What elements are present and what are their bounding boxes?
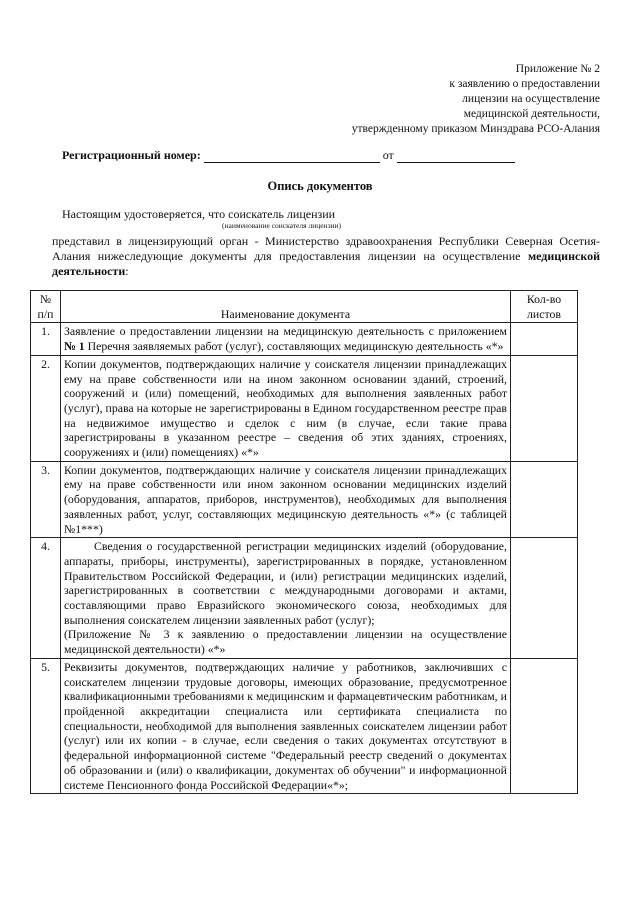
appendix-line: утвержденному приказом Минздрава РСО-Алания bbox=[351, 123, 600, 135]
intro-text: представил в лицензирующий орган - Министерство здравоохранения Республики Северная Осетия-Алания нижеследующие документы для предоставления лицензии на осуществление bbox=[52, 234, 600, 263]
row-text-b: Перечня заявляемых работ (услуг), составляющих медицинскую деятельность «*» bbox=[84, 339, 504, 354]
row-num: 1. bbox=[31, 323, 61, 355]
row-text: Реквизиты документов, подтверждающих наличие у работников, заключивших с соискателем лицензии трудовые договоры, имеющих образование, предусмотренное квалификационными требованиями к медицинским и фармацевтическим работникам, и пройденной аккредитации специалиста или сертификата специалиста по специальности, необходимой для выполнения заявленных соискателем лицензии работ (услуг) или их копии - в случае, если сведения о таких документах отсутствуют в федеральной информационной системе "Федеральный реестр сведений о документах об образовании и (или) о квалификации, документах об обучении" и информационной системе Пенсионного фонда Российской Федерации«*»; bbox=[61, 658, 511, 793]
intro-paragraph bbox=[52, 234, 600, 279]
row-num: 4. bbox=[31, 538, 61, 659]
appendix-header bbox=[352, 62, 600, 137]
table-row bbox=[31, 355, 578, 461]
row-text-bold: № 1 bbox=[64, 339, 85, 354]
row-text bbox=[61, 323, 511, 355]
table-header-row bbox=[31, 291, 578, 323]
row-count-cell[interactable] bbox=[511, 461, 578, 538]
appendix-line: к заявлению о предоставлении bbox=[449, 78, 600, 90]
row-text-a: Заявление о предоставлении лицензии на медицинскую деятельность с приложением bbox=[64, 324, 507, 339]
header-count: Кол-во листов bbox=[511, 291, 578, 323]
header-num: № п/п bbox=[31, 291, 61, 323]
registration-label: Регистрационный номер: bbox=[62, 148, 201, 162]
registration-number-field[interactable] bbox=[204, 150, 380, 163]
intro-line-1: Настоящим удостоверяется, что соискатель лицензии bbox=[62, 207, 336, 221]
row-count-cell[interactable] bbox=[511, 323, 578, 355]
registration-date-field[interactable] bbox=[397, 150, 515, 163]
row-text-appendix: (Приложение № 3 к заявлению о предоставлении лицензии на осуществление медицинской деятельности) «*» bbox=[64, 627, 507, 657]
header-name: Наименование документа bbox=[61, 291, 511, 323]
row-count-cell[interactable] bbox=[511, 355, 578, 461]
intro-end: : bbox=[125, 264, 129, 278]
intro-bold: медицинской деятельности bbox=[52, 249, 601, 278]
row-count-cell[interactable] bbox=[511, 658, 578, 793]
row-num: 5. bbox=[31, 658, 61, 793]
row-text: Копии документов, подтверждающих наличие у соискателя лицензии принадлежащих ему на праве собственности или ином законном основании медицинских изделий (оборудования, аппаратов, приборов, инструментов), необходимых для выполнения заявленных работ, услуг, составляющих медицинскую деятельность «*» (с таблицей №1***) bbox=[61, 461, 511, 538]
table-row bbox=[31, 461, 578, 538]
appendix-line: медицинской деятельности, bbox=[463, 108, 600, 120]
row-text bbox=[61, 538, 511, 659]
page-title: Опись документов bbox=[267, 179, 373, 193]
table-row bbox=[31, 658, 578, 793]
table-row bbox=[31, 538, 578, 659]
row-text: Копии документов, подтверждающих наличие у соискателя лицензии принадлежащих ему на праве собственности или на ином законном основании зданий, строений, сооружений и (или) помещений, необходимых для выполнения заявленных работ (услуг), права на которые не зарегистрированы в Едином государственном реестре прав на недвижимое имущество и сделок с ним (в случае, если такие права зарегистрированы в указанном реестре – сведения об этих зданиях, строениях, сооружениях и (или) помещениях) «*» bbox=[61, 355, 511, 461]
appendix-line: лицензии на осуществление bbox=[462, 93, 600, 105]
row-num: 2. bbox=[31, 355, 61, 461]
documents-table bbox=[30, 290, 578, 794]
registration-from: от bbox=[382, 148, 394, 162]
appendix-line: Приложение № 2 bbox=[515, 63, 600, 75]
registration-line bbox=[62, 148, 515, 163]
row-num: 3. bbox=[31, 461, 61, 538]
table-row bbox=[31, 323, 578, 355]
row-count-cell[interactable] bbox=[511, 538, 578, 659]
applicant-caption: (наименование соискателя лицензии) bbox=[222, 221, 342, 230]
row-text-main: Сведения о государственной регистрации медицинских изделий (оборудование, аппараты, приборы, инструменты), зарегистрированных в порядке, установленном Правительством Российской Федерации, и (или) регистрации медицинских изделий, зарегистрированных в соответствии с международными договорами и актами, составляющими право Евразийского экономического союза, необходимых для выполнения соискателем лицензии заявленных работ (услуг); bbox=[64, 539, 507, 627]
